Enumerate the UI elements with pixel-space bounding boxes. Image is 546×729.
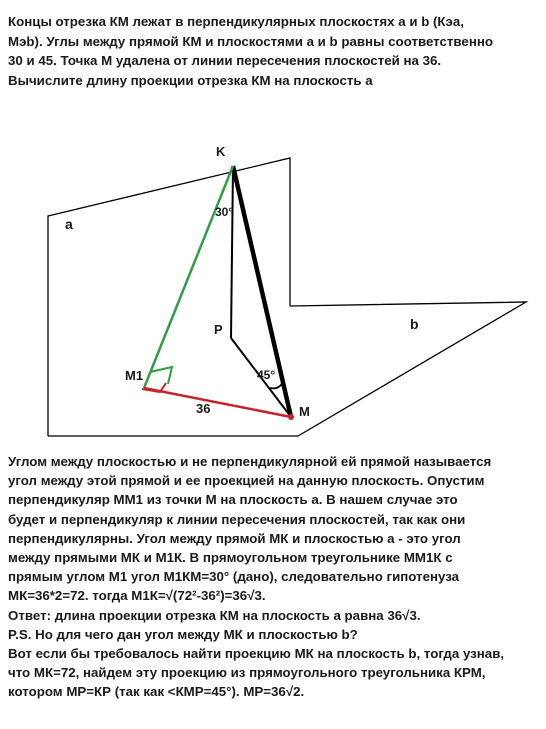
postscript-line: P.S. Но для чего дан угол между МК и плоскостью b?: [8, 626, 358, 642]
label-p: P: [214, 322, 223, 337]
solution-line: Вот если бы требовалось найти проекцию МК на плоскость b, тогда узнав,: [8, 646, 505, 662]
label-k: K: [216, 144, 226, 159]
problem-line: Мэb). Углы между прямой КМ и плоскостями a и b равны соответственно: [8, 33, 493, 49]
segment-mm1: [144, 388, 291, 417]
problem-line: 30 и 45. Точка М удалена от линии пересечения плоскостей на 36.: [8, 53, 442, 68]
label-plane-a: a: [65, 216, 73, 232]
solution-line: котором МР=КР (так как <КМР=45°). МР=36√2.: [8, 684, 305, 700]
solution-line: перпендикулярны. Угол между прямой МК и плоскостью a - это угол: [8, 530, 461, 546]
problem-line: Концы отрезка КМ лежат в перпендикулярных плоскостях a и b (Кэа,: [8, 14, 464, 29]
solution-line: Углом между плоскостью и не перпендикулярной ей прямой называется: [8, 454, 492, 469]
solution-line: прямым углом М1 угол М1КМ=30° (дано), следовательно гипотенуза: [8, 569, 460, 585]
problem-line: Вычислите длину проекции отрезка КМ на плоскость a: [8, 72, 373, 88]
solution-line: будет и перпендикуляр к линии пересечения плоскостей, так как они: [8, 511, 466, 527]
label-angle-45: 45°: [257, 368, 276, 382]
solution-line: МК=36*2=72. тогда М1К=√(72²-36²)=36√3.: [8, 588, 266, 604]
solution-line: между прямыми МК и М1К. В прямоугольном треугольнике ММ1К с: [8, 550, 453, 566]
segment-kp: [231, 166, 233, 338]
problem-statement: [8, 12, 538, 90]
solution-line: что МК=72, найдем эту проекцию из прямоугольного треугольника КРМ,: [8, 665, 486, 681]
label-m1: M1: [125, 368, 144, 383]
label-m: M: [299, 404, 310, 419]
answer-line: Ответ: длина проекции отрезка КМ на плоскость a равна 36√3.: [8, 607, 421, 623]
label-plane-b: b: [410, 316, 419, 332]
solution-line: перпендикуляр ММ1 из точки М на плоскость a. В нашем случае это: [8, 492, 458, 508]
label-length-36: 36: [196, 401, 211, 416]
geometry-diagram: [0, 130, 546, 450]
plane-a-outline: [48, 158, 290, 436]
solution-line: угол между этой прямой и ее проекцией на данную плоскость. Опустим: [8, 473, 485, 489]
label-angle-30: 30°: [215, 205, 234, 219]
point-m: [288, 414, 294, 420]
solution-text: [8, 452, 540, 702]
right-angle-m1-green: [150, 367, 172, 384]
segment-km1: [144, 166, 233, 388]
